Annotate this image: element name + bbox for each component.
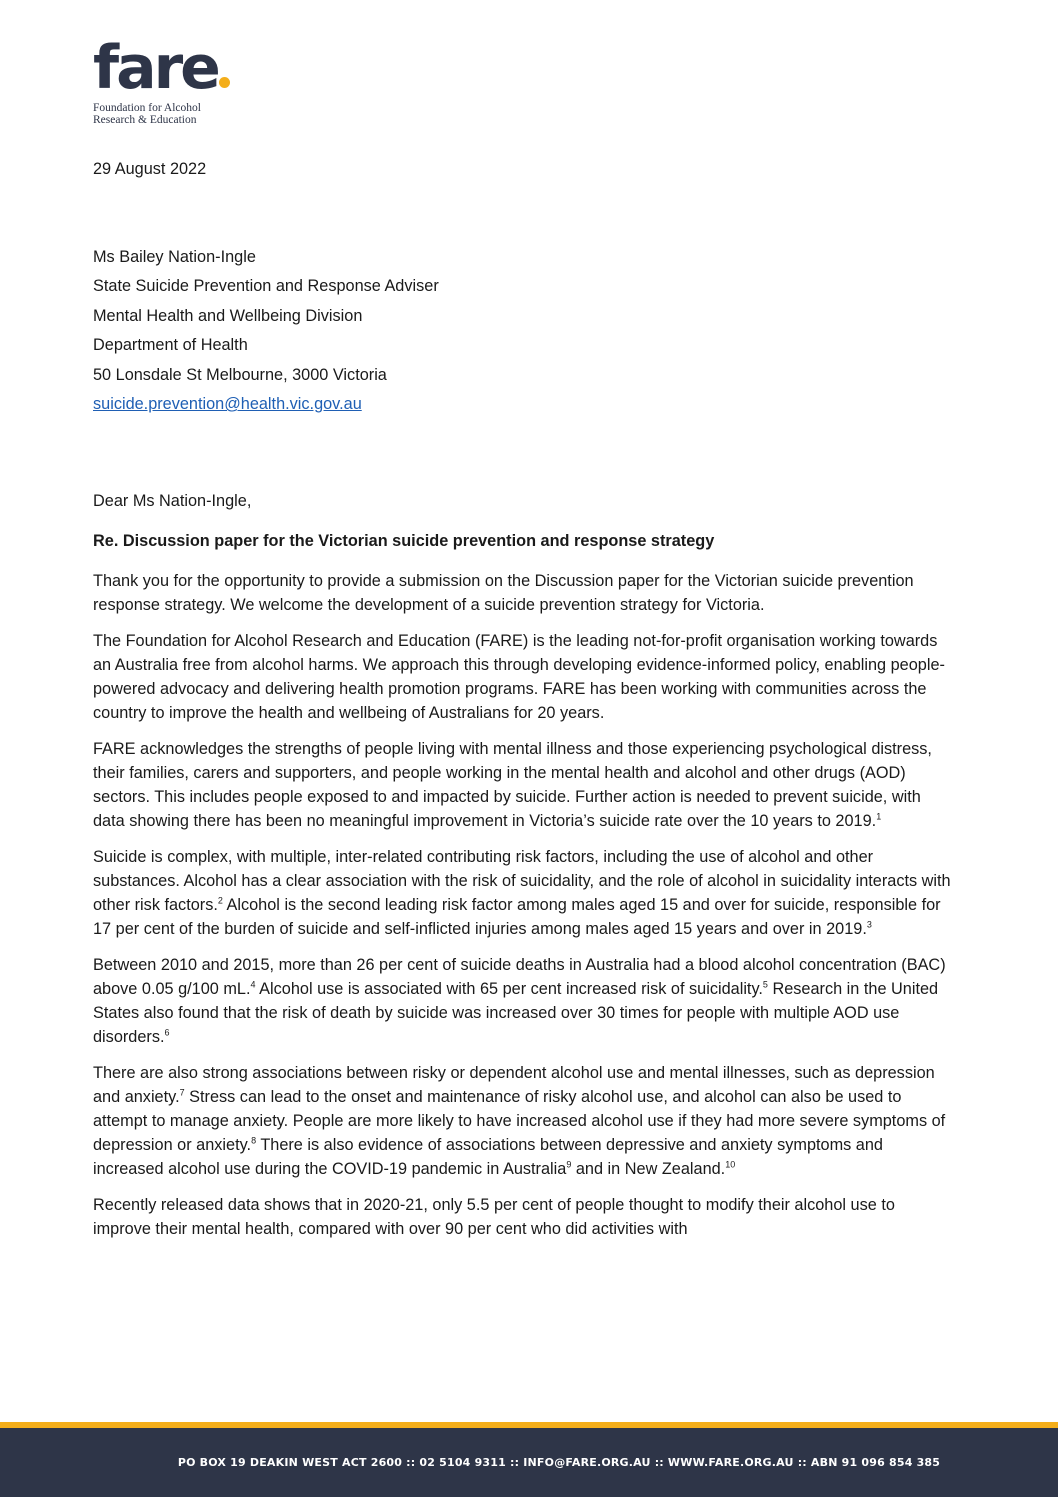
- footer-contact-text: PO BOX 19 DEAKIN WEST ACT 2600 :: 02 5104 9311 :: INFO@FARE.ORG.AU :: WWW.FARE.ORG.AU :: ABN 91 096 854 385: [177, 1456, 941, 1469]
- paragraph-6: There are also strong associations between risky or dependent alcohol use and mental illnesses, such as depression and anxiety.$^7$ Stress can lead to the onset and maintenance of risky alcohol use, and alcohol can also be used to attempt to manage anxiety. People are more likely to have increased alcohol use if they had more severe symptoms of depression or anxiety.$^8$ There is also evidence of associations between depressive and anxiety symptoms and increased alcohol use during the COVID-19 pandemic in Australia$^9$ and in New Zealand.$^{10}$: [93, 1064, 946, 1178]
- recipient-division: Mental Health and Wellbeing Division: [93, 306, 363, 325]
- recipient-title: State Suicide Prevention and Response Adviser: [93, 277, 439, 296]
- recipient-address-block: [93, 243, 953, 419]
- footnote-ref: 8: [251, 1135, 257, 1146]
- footnote-ref: 1: [876, 811, 882, 822]
- fare-logo: [93, 33, 233, 126]
- recipient-email-link[interactable]: suicide.prevention@health.vic.gov.au: [93, 395, 362, 414]
- paragraph-5: Between 2010 and 2015, more than 26 per cent of suicide deaths in Australia had a blood alcohol concentration (BAC) above 0.05 g/100 mL.$^4$ Alcohol use is associated with 65 per cent increased risk of suicidality.$^5$ Research in the United States also found that the risk of death by suicide was increased over 30 times for people with multiple AOD use disorders.$^6$: [93, 956, 946, 1046]
- paragraph-2: The Foundation for Alcohol Research and Education (FARE) is the leading not-for-profit organisation working towards an Australia free from alcohol harms. We approach this through developing evidence-informed policy, enabling people-powered advocacy and delivering health promotion programs. FARE has been working with communities across the country to improve the health and wellbeing of Australians for 20 years.: [93, 632, 945, 722]
- logo-subtitle-line1: Foundation for Alcohol: [93, 102, 201, 114]
- footnote-ref: 2: [217, 895, 223, 906]
- footnote-ref: 5: [762, 979, 768, 990]
- recipient-department: Department of Health: [93, 336, 248, 355]
- paragraph-7: Recently released data shows that in 2020-21, only 5.5 per cent of people thought to modify their alcohol use to improve their mental health, compared with over 90 per cent who did activities with: [93, 1196, 895, 1238]
- subject-line: Re. Discussion paper for the Victorian suicide prevention and response strategy: [93, 532, 715, 550]
- logo-subtitle-line2: Research & Education: [93, 114, 197, 126]
- letter-body: [93, 569, 953, 1253]
- recipient-name: Ms Bailey Nation-Ingle: [93, 248, 256, 266]
- logo-subtitle: [93, 102, 233, 126]
- footnote-ref: 7: [179, 1087, 185, 1098]
- logo-wordmark-row: [93, 33, 233, 103]
- letter-date: 29 August 2022: [93, 160, 207, 178]
- logo-wordmark: fare: [93, 33, 218, 103]
- paragraph-3: FARE acknowledges the strengths of people living with mental illness and those experiencing psychological distress, their families, carers and supporters, and people working in the mental health and alcohol and other drugs (AOD) sectors. This includes people exposed to and impacted by suicide. Further action is needed to prevent suicide, with data showing there has been no meaningful improvement in Victoria’s suicide rate over the 10 years to 2019.$^1$: [93, 740, 932, 830]
- footnote-ref: 3: [866, 919, 872, 930]
- footnote-ref: 9: [566, 1159, 572, 1170]
- footer-bar: [0, 1428, 1058, 1497]
- footnote-ref: 6: [164, 1027, 170, 1038]
- recipient-street-address: 50 Lonsdale St Melbourne, 3000 Victoria: [93, 365, 387, 384]
- paragraph-1: Thank you for the opportunity to provide a submission on the Discussion paper for the Victorian suicide prevention response strategy. We welcome the development of a suicide prevention strategy for Victoria.: [93, 572, 914, 614]
- footnote-ref: 4: [250, 979, 256, 990]
- footnote-ref: 10: [725, 1159, 736, 1170]
- salutation: Dear Ms Nation-Ingle,: [93, 492, 252, 510]
- logo-dot-icon: [219, 77, 230, 88]
- paragraph-4: Suicide is complex, with multiple, inter-related contributing risk factors, including the use of alcohol and other substances. Alcohol has a clear association with the risk of suicidality, and the role of alcohol in suicidality interacts with other risk factors.$^2$ Alcohol is the second leading risk factor among males aged 15 and over for suicide, responsible for 17 per cent of the burden of suicide and self-inflicted injuries among males aged 15 years and over in 2019.$^3$: [93, 848, 951, 938]
